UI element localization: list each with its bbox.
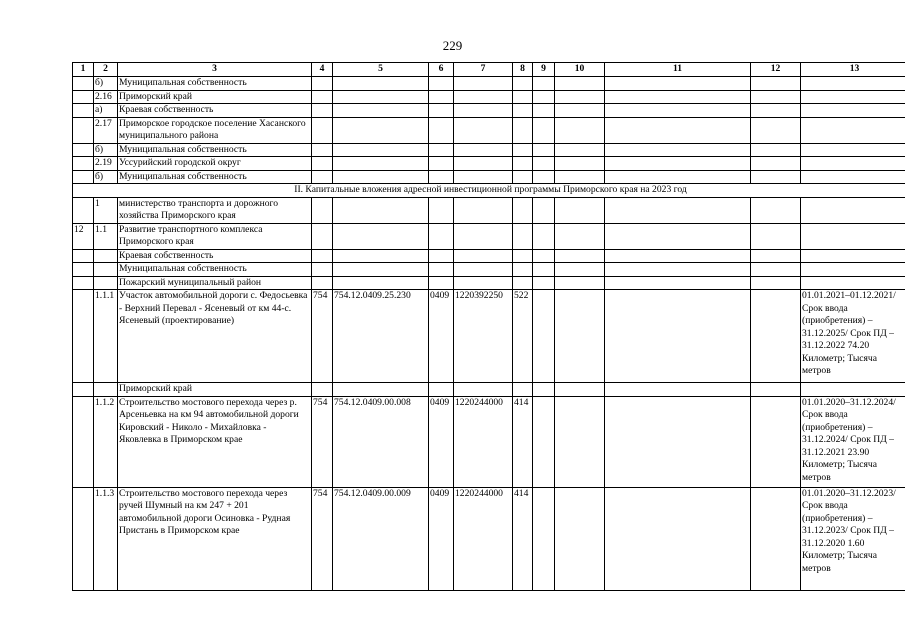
table-cell	[333, 197, 429, 223]
table-cell: Строительство мостового перехода через ручей Шумный на км 247 + 201 автомобильной дороги Осиновка - Рудная Пристань в Приморском крае	[118, 487, 312, 590]
table-cell	[533, 290, 555, 383]
column-header: 11	[605, 63, 751, 77]
table-cell	[454, 276, 513, 290]
table-cell	[533, 487, 555, 590]
table-cell	[513, 249, 533, 263]
table-cell	[429, 104, 454, 118]
table-cell	[555, 117, 605, 143]
table-row	[73, 197, 905, 223]
table-cell: Краевая собственность	[118, 104, 312, 118]
table-cell	[605, 77, 751, 91]
table-cell	[513, 170, 533, 184]
table-cell	[555, 263, 605, 277]
table-cell	[605, 263, 751, 277]
table-cell: б)	[94, 77, 118, 91]
table-cell	[751, 104, 801, 118]
table-cell: 12	[73, 223, 94, 249]
table-row	[73, 396, 905, 487]
table-cell	[751, 170, 801, 184]
table-cell	[555, 383, 605, 397]
table-cell	[533, 197, 555, 223]
table-cell	[73, 290, 94, 383]
table-cell	[533, 170, 555, 184]
table-cell	[312, 143, 333, 157]
table-row	[73, 143, 905, 157]
column-header: 4	[312, 63, 333, 77]
table-cell: 754	[312, 290, 333, 383]
table-cell	[312, 276, 333, 290]
table-cell	[801, 263, 905, 277]
table-cell: 414	[513, 487, 533, 590]
table-cell: 754	[312, 396, 333, 487]
column-header: 1	[73, 63, 94, 77]
table-cell	[73, 77, 94, 91]
table-cell	[513, 263, 533, 277]
table-cell: Пожарский муниципальный район	[118, 276, 312, 290]
table-row	[73, 117, 905, 143]
table-cell	[605, 249, 751, 263]
table-cell	[73, 487, 94, 590]
table-cell	[751, 383, 801, 397]
table-cell	[801, 276, 905, 290]
table-cell	[73, 104, 94, 118]
table-cell	[333, 223, 429, 249]
table-cell	[429, 276, 454, 290]
table-cell	[533, 157, 555, 171]
table-cell	[605, 223, 751, 249]
table-cell	[454, 117, 513, 143]
table-row	[73, 263, 905, 277]
column-header: 8	[513, 63, 533, 77]
table-row	[73, 249, 905, 263]
table-cell	[94, 276, 118, 290]
table-cell: Приморское городское поселение Хасанского муниципального района	[118, 117, 312, 143]
section-title: II. Капитальные вложения адресной инвестиционной программы Приморского края на 2023 год	[73, 184, 905, 198]
column-header: 2	[94, 63, 118, 77]
table-cell	[73, 117, 94, 143]
table-cell	[751, 276, 801, 290]
table-cell	[73, 383, 94, 397]
table-row	[73, 157, 905, 171]
table-cell	[429, 117, 454, 143]
table-cell	[801, 249, 905, 263]
column-number-header-row	[73, 63, 905, 77]
table-cell	[333, 383, 429, 397]
table-cell	[454, 143, 513, 157]
table-cell	[533, 223, 555, 249]
table-cell	[333, 249, 429, 263]
table-cell	[801, 197, 905, 223]
table-row	[73, 383, 905, 397]
table-cell	[429, 223, 454, 249]
table-cell	[513, 223, 533, 249]
table-row	[73, 90, 905, 104]
table-row	[73, 290, 905, 383]
table-cell	[533, 263, 555, 277]
table-cell	[555, 77, 605, 91]
table-row	[73, 487, 905, 590]
table-cell	[454, 90, 513, 104]
table-cell: б)	[94, 143, 118, 157]
table-cell	[555, 290, 605, 383]
table-cell	[801, 90, 905, 104]
table-cell	[454, 383, 513, 397]
table-cell: 1.1	[94, 223, 118, 249]
table-cell	[513, 77, 533, 91]
table-row	[73, 223, 905, 249]
table-cell	[513, 157, 533, 171]
table-cell: Развитие транспортного комплекса Приморского края	[118, 223, 312, 249]
table-row	[73, 276, 905, 290]
table-cell	[73, 143, 94, 157]
table-cell	[751, 263, 801, 277]
table-cell: 0409	[429, 290, 454, 383]
table-cell	[312, 223, 333, 249]
table-cell: 01.01.2020–31.12.2023/ Срок ввода (приобретения) – 31.12.2023/ Срок ПД – 31.12.2020 1.60 Километр; Тысяча метров	[801, 487, 905, 590]
table-cell	[333, 104, 429, 118]
table-cell	[555, 396, 605, 487]
table-cell: Краевая собственность	[118, 249, 312, 263]
table-cell	[801, 77, 905, 91]
table-cell	[429, 157, 454, 171]
table-cell	[751, 396, 801, 487]
table-cell	[801, 104, 905, 118]
table-cell	[555, 104, 605, 118]
table-cell: б)	[94, 170, 118, 184]
table-cell	[513, 383, 533, 397]
table-cell	[73, 170, 94, 184]
table-cell	[312, 77, 333, 91]
table-cell	[751, 487, 801, 590]
table-cell	[605, 117, 751, 143]
table-cell	[454, 263, 513, 277]
table-cell	[312, 104, 333, 118]
column-header: 6	[429, 63, 454, 77]
table-cell: Участок автомобильной дороги с. Федосьевка - Верхний Перевал - Ясеневый от км 44-с. Ясеневый (проектирование)	[118, 290, 312, 383]
table-cell	[312, 117, 333, 143]
table-row	[73, 104, 905, 118]
table-cell	[73, 263, 94, 277]
table-cell: 1220244000	[454, 487, 513, 590]
table-cell	[533, 249, 555, 263]
table-cell: 414	[513, 396, 533, 487]
table-cell	[312, 383, 333, 397]
table-cell	[555, 170, 605, 184]
table-cell	[454, 249, 513, 263]
column-header: 13	[801, 63, 905, 77]
table-cell	[513, 197, 533, 223]
table-cell	[605, 170, 751, 184]
table-cell: 2.16	[94, 90, 118, 104]
table-cell	[555, 157, 605, 171]
column-header: 3	[118, 63, 312, 77]
table-cell: Муниципальная собственность	[118, 143, 312, 157]
column-header: 10	[555, 63, 605, 77]
table-cell: Уссурийский городской округ	[118, 157, 312, 171]
table-cell	[94, 249, 118, 263]
table-cell	[429, 90, 454, 104]
table-cell: 2.17	[94, 117, 118, 143]
table-cell: а)	[94, 104, 118, 118]
table-cell	[751, 90, 801, 104]
table-cell: 754	[312, 487, 333, 590]
table-cell	[513, 276, 533, 290]
table-cell	[312, 249, 333, 263]
table-cell	[454, 170, 513, 184]
table-cell: 01.01.2021–01.12.2021/ Срок ввода (приобретения) – 31.12.2025/ Срок ПД – 31.12.2022 74.20 Километр; Тысяча метров	[801, 290, 905, 383]
table-cell	[801, 383, 905, 397]
table-cell	[801, 223, 905, 249]
table-cell	[333, 157, 429, 171]
table-cell	[429, 383, 454, 397]
table-cell: министерство транспорта и дорожного хозяйства Приморского края	[118, 197, 312, 223]
table-cell	[73, 249, 94, 263]
table-cell	[312, 90, 333, 104]
table-cell	[429, 170, 454, 184]
table-cell	[751, 290, 801, 383]
table-cell: 1220392250	[454, 290, 513, 383]
table-cell	[555, 223, 605, 249]
table-cell	[751, 117, 801, 143]
table-cell	[801, 117, 905, 143]
table-cell: 01.01.2020–31.12.2024/ Срок ввода (приобретения) – 31.12.2024/ Срок ПД – 31.12.2021 23.90 Километр; Тысяча метров	[801, 396, 905, 487]
table-cell: 0409	[429, 487, 454, 590]
table-cell	[513, 143, 533, 157]
table-cell	[555, 249, 605, 263]
table-cell	[513, 117, 533, 143]
column-header: 12	[751, 63, 801, 77]
table-cell	[533, 77, 555, 91]
table-cell	[312, 263, 333, 277]
table-cell	[555, 90, 605, 104]
table-cell: 1.1.1	[94, 290, 118, 383]
table-cell: 754.12.0409.00.008	[333, 396, 429, 487]
table-cell	[605, 104, 751, 118]
table-cell	[94, 383, 118, 397]
table-cell	[454, 157, 513, 171]
table-cell	[533, 104, 555, 118]
table-cell	[73, 157, 94, 171]
table-cell	[513, 90, 533, 104]
column-header: 7	[454, 63, 513, 77]
table-cell	[312, 170, 333, 184]
table-cell	[605, 197, 751, 223]
table-cell: 1220244000	[454, 396, 513, 487]
table-cell: 754.12.0409.00.009	[333, 487, 429, 590]
table-cell	[533, 396, 555, 487]
table-cell	[429, 197, 454, 223]
table-cell	[555, 487, 605, 590]
table-cell	[333, 263, 429, 277]
table-cell	[605, 290, 751, 383]
table-cell	[429, 77, 454, 91]
table-cell: Приморский край	[118, 383, 312, 397]
table-cell	[751, 143, 801, 157]
table-cell	[333, 170, 429, 184]
table-cell: 1.1.2	[94, 396, 118, 487]
table-cell	[605, 276, 751, 290]
table-cell: Муниципальная собственность	[118, 170, 312, 184]
table-cell	[751, 249, 801, 263]
table-cell	[333, 90, 429, 104]
table-cell	[801, 170, 905, 184]
table-cell	[605, 157, 751, 171]
table-cell	[533, 143, 555, 157]
table-cell	[751, 77, 801, 91]
column-header: 9	[533, 63, 555, 77]
table-cell: Муниципальная собственность	[118, 77, 312, 91]
table-cell	[605, 487, 751, 590]
table-cell	[533, 276, 555, 290]
table-cell	[312, 157, 333, 171]
table-cell	[751, 197, 801, 223]
table-cell	[605, 396, 751, 487]
section-row	[73, 184, 905, 198]
table-cell	[333, 143, 429, 157]
table-cell	[533, 117, 555, 143]
table-cell	[333, 117, 429, 143]
page-number: 229	[442, 38, 463, 53]
table-cell: 0409	[429, 396, 454, 487]
table-cell	[751, 157, 801, 171]
table-cell	[73, 197, 94, 223]
table-cell	[73, 276, 94, 290]
table-cell	[555, 197, 605, 223]
table-cell	[801, 143, 905, 157]
table-cell: Муниципальная собственность	[118, 263, 312, 277]
table-cell	[73, 396, 94, 487]
table-cell	[454, 223, 513, 249]
table-cell: 2.19	[94, 157, 118, 171]
table-cell	[333, 77, 429, 91]
table-cell	[454, 77, 513, 91]
table-cell	[454, 197, 513, 223]
table-cell	[751, 223, 801, 249]
investment-program-table	[72, 62, 905, 591]
table-row	[73, 170, 905, 184]
table-cell	[605, 90, 751, 104]
table-cell	[333, 276, 429, 290]
table-cell	[454, 104, 513, 118]
table-cell	[533, 90, 555, 104]
table-cell	[312, 197, 333, 223]
table-cell	[555, 143, 605, 157]
table-cell: 522	[513, 290, 533, 383]
table-row	[73, 77, 905, 91]
table-cell	[801, 157, 905, 171]
table-cell	[429, 249, 454, 263]
column-header: 5	[333, 63, 429, 77]
table-cell: 754.12.0409.25.230	[333, 290, 429, 383]
table-cell	[605, 143, 751, 157]
table-cell: Приморский край	[118, 90, 312, 104]
table-cell: Строительство мостового перехода через р. Арсеньевка на км 94 автомобильной дороги Кировский - Николо - Михайловка - Яковлевка в Приморском крае	[118, 396, 312, 487]
table-cell: 1	[94, 197, 118, 223]
table-cell	[605, 383, 751, 397]
table-cell	[513, 104, 533, 118]
table-cell	[73, 90, 94, 104]
table-cell	[429, 143, 454, 157]
table-cell	[533, 383, 555, 397]
table-cell: 1.1.3	[94, 487, 118, 590]
table-cell	[429, 263, 454, 277]
table-cell	[94, 263, 118, 277]
table-cell	[555, 276, 605, 290]
